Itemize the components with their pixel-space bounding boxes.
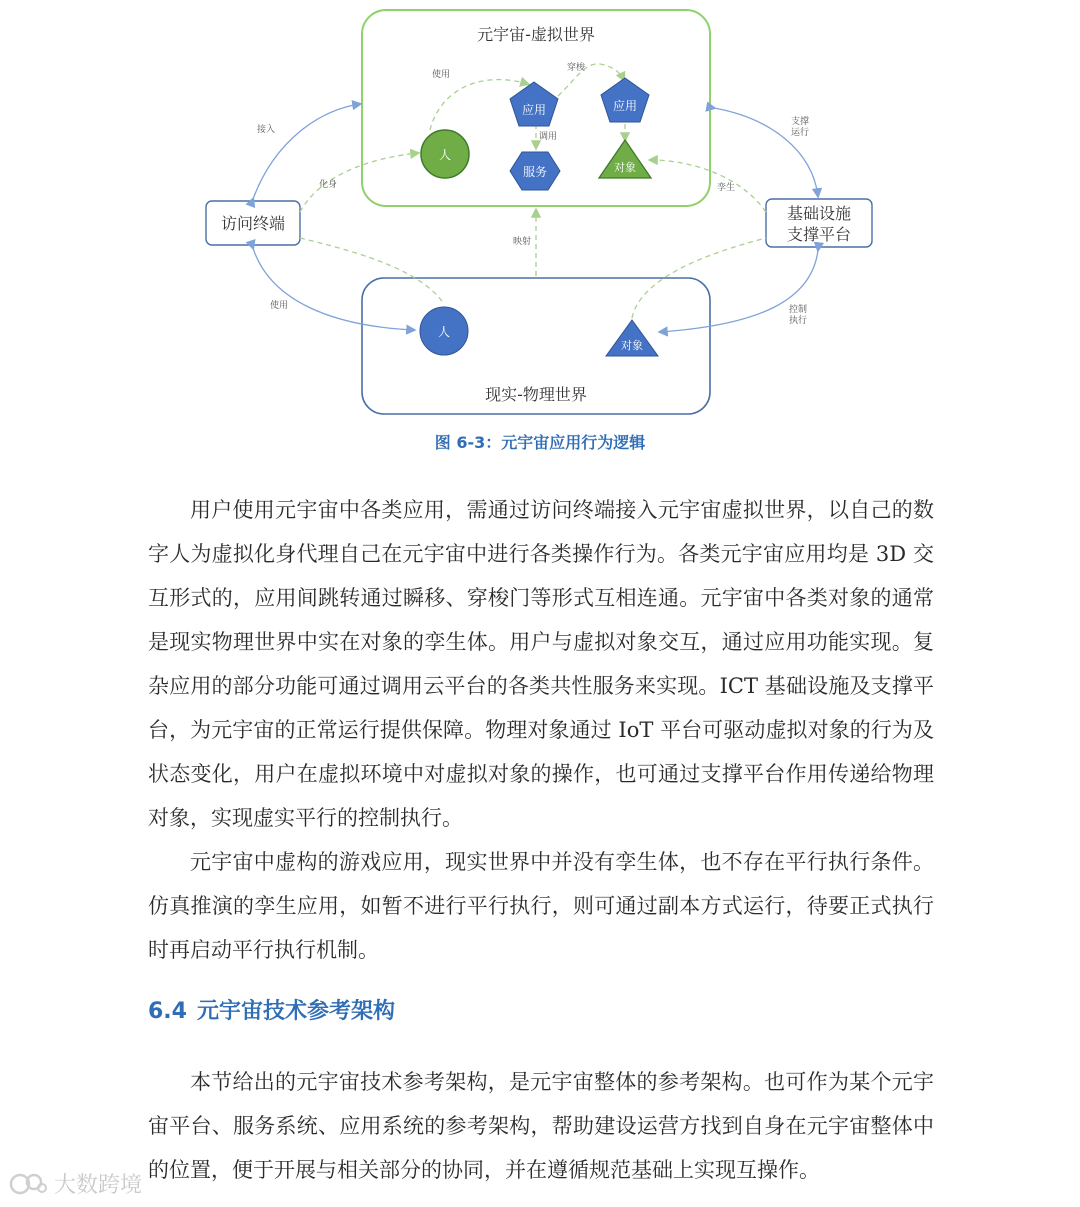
virtual-object-label: 对象 — [614, 161, 636, 174]
figure-caption: 图 6-3：元宇宙应用行为逻辑 — [434, 433, 646, 452]
edge-twin-label: 孪生 — [716, 183, 736, 193]
watermark-logo-icon — [8, 1170, 48, 1198]
real-object-label: 对象 — [621, 339, 643, 352]
real-world-title: 现实-物理世界 — [485, 385, 587, 404]
edge-shuttle-label: 穿梭 — [566, 63, 586, 73]
watermark — [8, 1168, 142, 1199]
behavior-logic-diagram — [0, 0, 1080, 430]
access-terminal-label: 访问终端 — [220, 214, 286, 233]
edge-map-label: 映射 — [512, 237, 532, 247]
app1-label: 应用 — [521, 103, 547, 117]
edge-use-bottom-label: 使用 — [269, 301, 289, 311]
paragraph-3: 本节给出的元宇宙技术参考架构，是元宇宙整体的参考架构。也可作为某个元宇宙平台、服务系统、应用系统的参考架构，帮助建设运营方找到自身在元宇宙整体中的位置，便于开展与相关部分的协同，并在遵循规范基础上实现互操作。 — [148, 1070, 934, 1182]
paragraph-1: 用户使用元宇宙中各类应用，需通过访问终端接入元宇宙虚拟世界，以自己的数字人为虚拟化身代理自己在元宇宙中进行各类操作行为。各类元宇宙应用均是 3D 交互形式的，应用间跳转通过瞬移、穿梭门等形式互相连通。元宇宙中各类对象的通常是现实物理世界中实在对象的孪生体。用户与虚拟对象交互，通过应用功能实现。复杂应用的部分功能可通过调用云平台的各类共性服务来实现。ICT 基础设施及支撑平台，为元宇宙的正常运行提供保障。物理对象通过 IoT 平台可驱动虚拟对象的行为及状态变化，用户在虚拟环境中对虚拟对象的操作，也可通过支撑平台作用传递给物理对象，实现虚实平行的控制执行。 — [148, 498, 934, 830]
infrastructure-label-line2: 支撑平台 — [786, 225, 852, 244]
infrastructure-label-line1: 基础设施 — [786, 204, 852, 223]
edge-control-label-2: 执行 — [788, 316, 808, 326]
section-title: 元宇宙技术参考架构 — [196, 999, 395, 1024]
edge-avatar-label: 化身 — [318, 180, 338, 190]
connect-arrow — [253, 104, 360, 199]
edge-support-label-2: 运行 — [790, 128, 810, 138]
paragraph-2: 元宇宙中虚构的游戏应用，现实世界中并没有孪生体，也不存在平行执行条件。仿真推演的孪生应用，如暂不进行平行执行，则可通过副本方式运行，待要正式执行时再启动平行执行机制。 — [148, 850, 934, 962]
real-person-label: 人 — [437, 325, 451, 339]
app2-label: 应用 — [612, 99, 638, 113]
watermark-text: 大数跨境 — [54, 1173, 143, 1198]
section-number: 6.4 — [148, 999, 187, 1024]
virtual-world-title: 元宇宙-虚拟世界 — [477, 25, 595, 44]
edge-use-top-label: 使用 — [431, 70, 451, 80]
edge-connect-label: 接入 — [256, 125, 276, 135]
service-label: 服务 — [522, 165, 548, 179]
edge-control-label-1: 控制 — [788, 305, 808, 315]
section-heading — [148, 994, 405, 1025]
edge-invoke-label: 调用 — [538, 132, 558, 142]
virtual-person-label: 人 — [438, 148, 452, 162]
edge-support-label-1: 支撑 — [790, 117, 810, 127]
